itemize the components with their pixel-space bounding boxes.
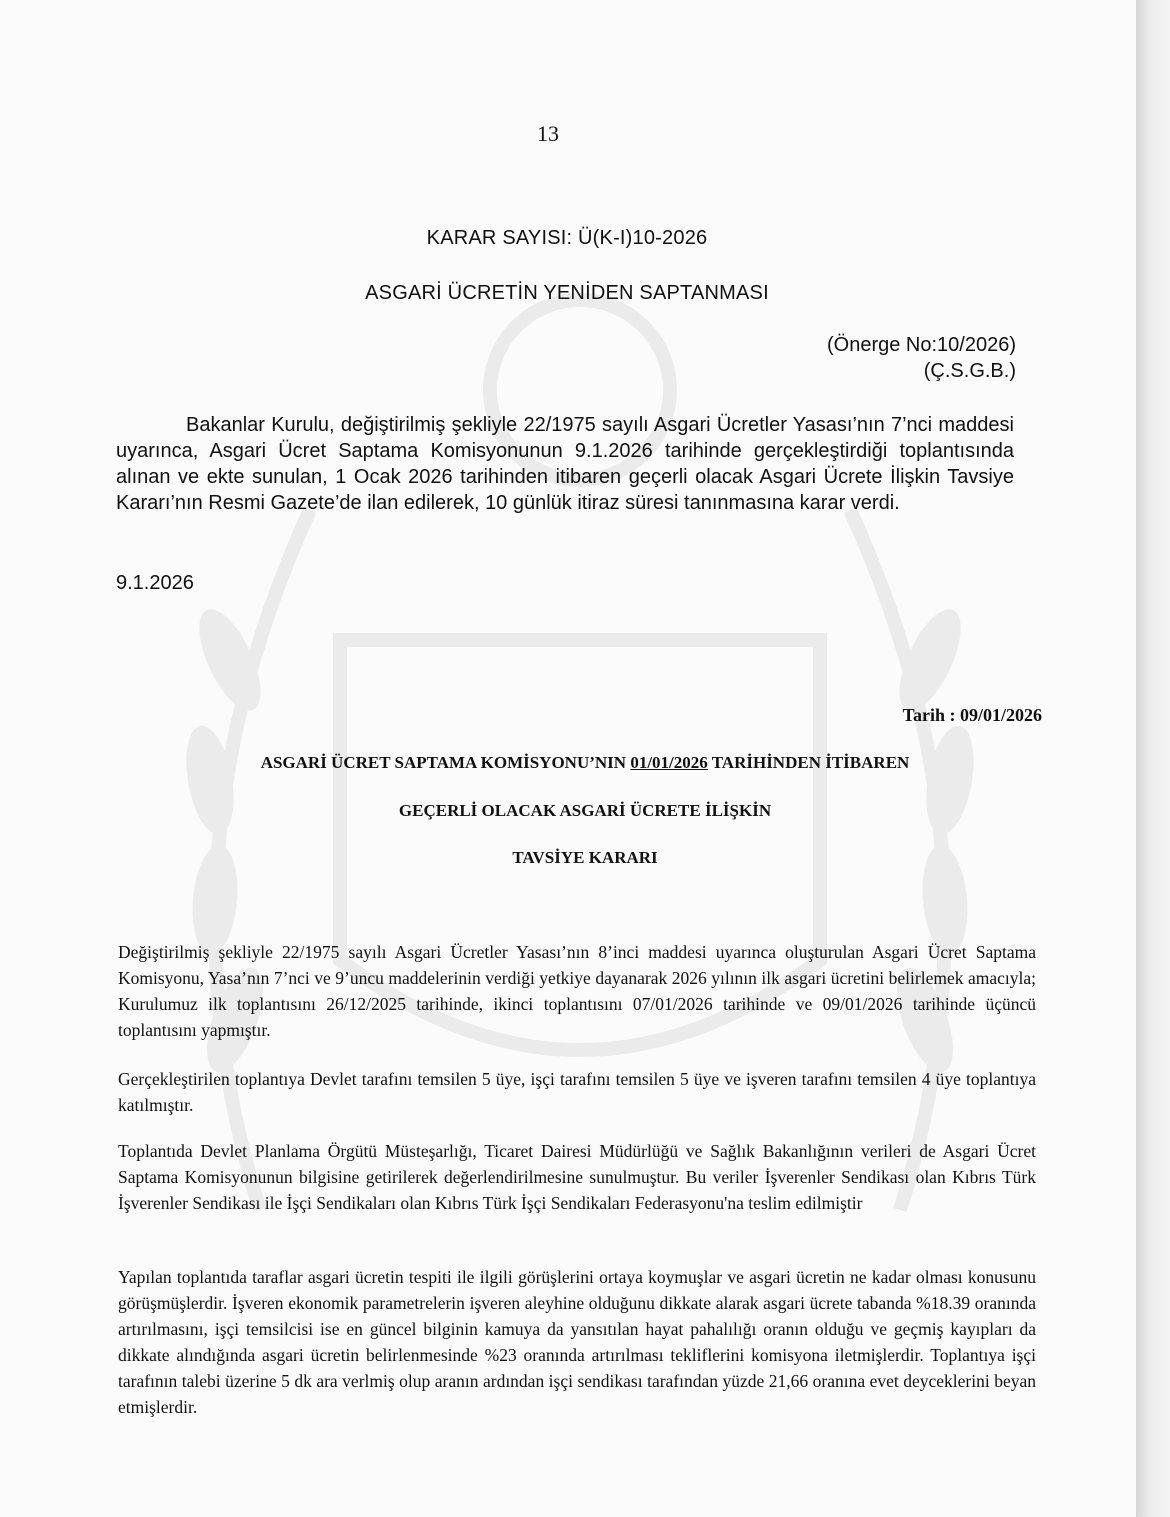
annex-title-line-3: TAVSİYE KARARI [512,848,658,867]
annex-title-suffix: TARİHİNDEN İTİBAREN [707,753,910,772]
cabinet-decision-paragraph [116,412,1014,516]
decision-title: ASGARİ ÜCRETİN YENİDEN SAPTANMASI [365,282,769,304]
annex-title-date: 01/01/2026 [630,753,708,772]
ministry-code: (Ç.S.G.B.) [923,360,1016,382]
page-number: 13 [537,121,559,146]
annex-title-line-2: GEÇERLİ OLACAK ASGARİ ÜCRETE İLİŞKİN [398,801,772,820]
cabinet-decision-text: Bakanlar Kurulu, değiştirilmiş şekliyle 22/1975 sayılı Asgari Ücretler Yasası’nın 7’nci maddesi uyarınca, Asgari Ücret Saptama Komisyonunun 9.1.2026 tarihinde gerçekleştirdiği toplantısında alınan ve ekte sunulan, 1 Ocak 2026 tarihinden itibaren geçerli olacak Asgari Ücrete İlişkin Tavsiye Kararı’nın Resmi Gazete’de ilan edilerek, 10 günlük itiraz süresi tanınmasına karar verdi. [116,414,1014,514]
annex-date: Tarih : 09/01/2026 [902,705,1042,725]
annex-paragraph-2: Gerçekleştirilen toplantıya Devlet tarafını temsilen 5 üye, işçi tarafını temsilen 5 üye ve işveren tarafını temsilen 4 üye toplantıya katılmıştır. [118,1069,1036,1115]
annex-title-prefix: ASGARİ ÜCRET SAPTAMA KOMİSYONU’NIN [260,753,631,772]
decision-number: KARAR SAYISI: Ü(K-I)10-2026 [426,227,708,249]
annex-paragraph-3: Toplantıda Devlet Planlama Örgütü Müsteşarlığı, Ticaret Dairesi Müdürlüğü ve Sağlık Bakanlığının verileri de Asgari Ücret Saptama Komisyonunun bilgisine getirilerek değerlendirilmesine sunulmuştur. Bu veriler İşverenler Sendikası olan Kıbrıs Türk İşverenler Sendikası ile İşçi Sendikaları olan Kıbrıs Türk İşçi Sendikaları Federasyonu'na teslim edilmiştir [118,1141,1036,1213]
motion-number: (Önerge No:10/2026) [826,334,1016,356]
annex-title-line-1 [0,753,1136,773]
viewer-page-edge [1136,0,1170,1517]
cabinet-decision-date: 9.1.2026 [116,572,194,594]
annex-paragraph-1: Değiştirilmiş şekliyle 22/1975 sayılı Asgari Ücretler Yasası’nın 8’inci maddesi uyarınca oluşturulan Asgari Ücret Saptama Komisyonu, Yasa’nın 7’nci ve 9’uncu maddelerinin verdiği yetkiye dayanarak 2026 yılının ilk asgari ücretini belirlemek amacıyla; Kurulumuz ilk toplantısını 26/12/2025 tarihinde, ikinci toplantısını 07/01/2026 tarihinde ve 09/01/2026 tarihinde üçüncü toplantısını yapmıştır. [118,942,1036,1040]
annex-paragraph-4: Yapılan toplantıda taraflar asgari ücretin tespiti ile ilgili görüşlerini ortaya koymuşlar ve asgari ücretin ne kadar olması konusunu görüşmüşlerdir. İşveren ekonomik parametrelerin işveren aleyhine olduğunu dikkate alarak asgari ücrete tabanda %18.39 oranında artırılmasını, işçi temsilcisi ise en güncel bilginin kamuya da yansıtılan hayat pahalılığı oranın olduğu ve geçmiş kayıpları da dikkate alındığında asgari ücretin belirlenmesinde %23 oranında artırılması tekliflerini komisyona iletmişlerdir. Toplantıya işçi tarafının talebi üzerine 5 dk ara verlmiş olup aranın ardından işçi sendikası tarafından yüzde 21,66 oranına evet deyceklerini beyan etmişlerdir. [118,1267,1036,1417]
